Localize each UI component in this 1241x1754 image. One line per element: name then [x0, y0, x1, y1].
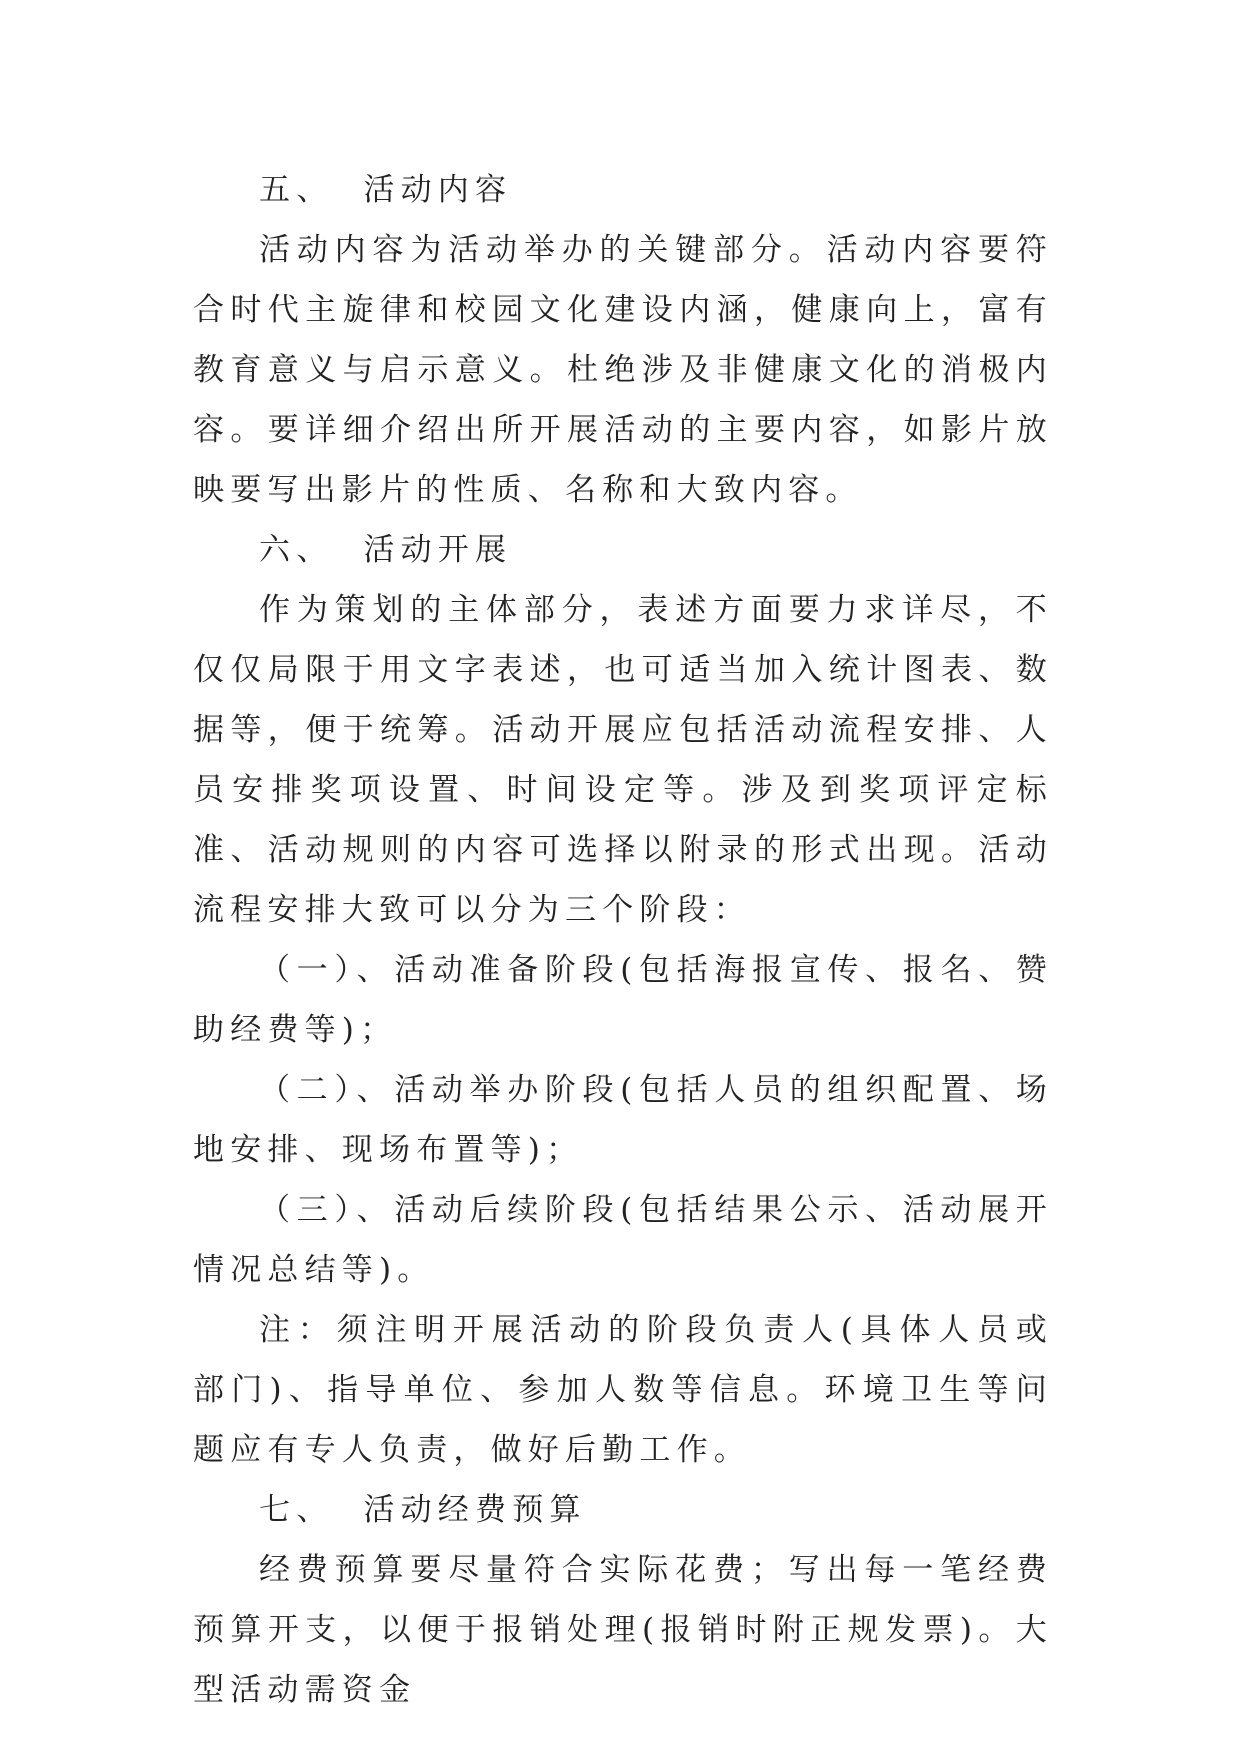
- section-title: 活动经费预算: [363, 1492, 587, 1528]
- paragraph: 经费预算要尽量符合实际花费；写出每一笔经费预算开支，以便于报销处理(报销时附正规发票)。大型活动需资金: [193, 1552, 1053, 1708]
- section-title: 活动开展: [363, 532, 513, 568]
- section-number: 五、: [259, 172, 334, 208]
- document-body: [193, 160, 1053, 1720]
- section-number: 七、: [259, 1492, 334, 1528]
- note-paragraph: 注：须注明开展活动的阶段负责人(具体人员或部门)、指导单位、参加人数等信息。环境卫生等问题应有专人负责，做好后勤工作。: [193, 1312, 1053, 1468]
- stage-item: （一）、活动准备阶段(包括海报宣传、报名、赞助经费等)；: [193, 952, 1053, 1048]
- stage-item: （二）、活动举办阶段(包括人员的组织配置、场地安排、现场布置等)；: [193, 1072, 1053, 1168]
- paragraph: 活动内容为活动举办的关键部分。活动内容要符合时代主旋律和校园文化建设内涵，健康向上，富有教育意义与启示意义。杜绝涉及非健康文化的消极内容。要详细介绍出所开展活动的主要内容，如影片放映要写出影片的性质、名称和大致内容。: [193, 232, 1053, 508]
- section-heading: [193, 160, 1053, 220]
- section-heading: [193, 520, 1053, 580]
- stage-item: （三）、活动后续阶段(包括结果公示、活动展开情况总结等)。: [193, 1192, 1053, 1288]
- section-heading: [193, 1480, 1053, 1540]
- section-title: 活动内容: [363, 172, 513, 208]
- paragraph: 作为策划的主体部分，表述方面要力求详尽，不仅仅局限于用文字表述，也可适当加入统计图表、数据等，便于统筹。活动开展应包括活动流程安排、人员安排奖项设置、时间设定等。涉及到奖项评定标准、活动规则的内容可选择以附录的形式出现。活动流程安排大致可以分为三个阶段：: [193, 592, 1053, 928]
- section-number: 六、: [259, 532, 334, 568]
